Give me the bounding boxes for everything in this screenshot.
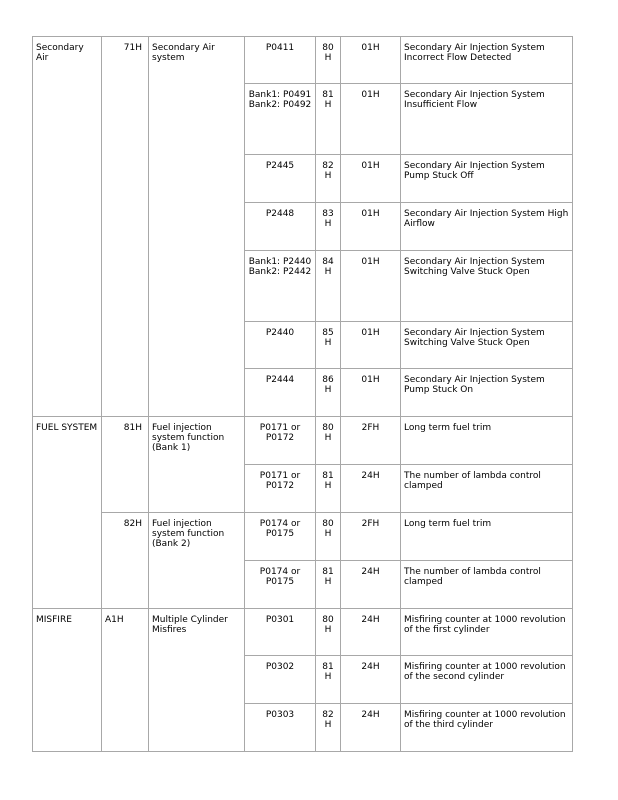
monitor-name-cell: Fuel injection system function (Bank 1) <box>149 417 245 513</box>
description-cell: Misfiring counter at 1000 revolution of the second cylinder <box>401 656 573 704</box>
dtc-cell: P0303 <box>245 704 316 752</box>
unit-id-cell: 01H <box>341 203 401 251</box>
dtc-cell: P0302 <box>245 656 316 704</box>
description-cell: Misfiring counter at 1000 revolution of the first cylinder <box>401 609 573 656</box>
description-cell: Secondary Air Injection System Switching Valve Stuck Open <box>401 251 573 322</box>
dtc-cell: P2440 <box>245 322 316 369</box>
unit-id-cell: 24H <box>341 704 401 752</box>
dtc-cell: P0171 or P0172 <box>245 417 316 465</box>
description-cell: The number of lambda control clamped <box>401 465 573 513</box>
dtc-cell: P0411 <box>245 37 316 84</box>
unit-id-cell: 24H <box>341 561 401 609</box>
dtc-cell: P0174 or P0175 <box>245 561 316 609</box>
table-row <box>33 37 573 84</box>
test-id-cell: 84H <box>316 251 341 322</box>
unit-id-cell: 01H <box>341 155 401 203</box>
description-cell: Secondary Air Injection System Switching Valve Stuck Open <box>401 322 573 369</box>
dtc-cell: P0174 or P0175 <box>245 513 316 561</box>
unit-id-cell: 01H <box>341 322 401 369</box>
test-id-cell: 83H <box>316 203 341 251</box>
dtc-cell: P0301 <box>245 609 316 656</box>
test-id-cell: 80H <box>316 37 341 84</box>
test-id-cell: 81H <box>316 465 341 513</box>
monitor-id-cell: 71H <box>102 37 149 417</box>
obd-monitor-table <box>32 36 573 752</box>
monitor-id-cell: 82H <box>102 513 149 609</box>
test-id-cell: 80H <box>316 513 341 561</box>
test-id-cell: 80H <box>316 417 341 465</box>
monitor-name-cell: Fuel injection system function (Bank 2) <box>149 513 245 609</box>
description-cell: Secondary Air Injection System High Airflow <box>401 203 573 251</box>
description-cell: Secondary Air Injection System Insufficient Flow <box>401 84 573 155</box>
unit-id-cell: 24H <box>341 609 401 656</box>
monitor-id-cell: A1H <box>102 609 149 752</box>
table-row <box>33 609 573 656</box>
dtc-cell: P2444 <box>245 369 316 417</box>
description-cell: Secondary Air Injection System Incorrect Flow Detected <box>401 37 573 84</box>
unit-id-cell: 2FH <box>341 513 401 561</box>
description-cell: Misfiring counter at 1000 revolution of the third cylinder <box>401 704 573 752</box>
description-cell: The number of lambda control clamped <box>401 561 573 609</box>
description-cell: Long term fuel trim <box>401 513 573 561</box>
unit-id-cell: 01H <box>341 369 401 417</box>
unit-id-cell: 24H <box>341 465 401 513</box>
unit-id-cell: 24H <box>341 656 401 704</box>
monitor-id-cell: 81H <box>102 417 149 513</box>
unit-id-cell: 2FH <box>341 417 401 465</box>
test-id-cell: 81H <box>316 561 341 609</box>
monitor-name-cell: Multiple Cylinder Misfires <box>149 609 245 752</box>
test-id-cell: 86H <box>316 369 341 417</box>
test-id-cell: 81H <box>316 656 341 704</box>
description-cell: Long term fuel trim <box>401 417 573 465</box>
test-id-cell: 82H <box>316 155 341 203</box>
unit-id-cell: 01H <box>341 84 401 155</box>
dtc-cell: Bank1: P2440 Bank2: P2442 <box>245 251 316 322</box>
dtc-cell: P2448 <box>245 203 316 251</box>
description-cell: Secondary Air Injection System Pump Stuck On <box>401 369 573 417</box>
unit-id-cell: 01H <box>341 37 401 84</box>
test-id-cell: 81H <box>316 84 341 155</box>
dtc-cell: P0171 or P0172 <box>245 465 316 513</box>
test-id-cell: 80H <box>316 609 341 656</box>
test-id-cell: 82H <box>316 704 341 752</box>
system-cell: FUEL SYSTEM <box>33 417 102 609</box>
test-id-cell: 85H <box>316 322 341 369</box>
table-row <box>33 417 573 465</box>
table-row <box>33 513 573 561</box>
description-cell: Secondary Air Injection System Pump Stuck Off <box>401 155 573 203</box>
monitor-name-cell: Secondary Air system <box>149 37 245 417</box>
system-cell: Secondary Air <box>33 37 102 417</box>
system-cell: MISFIRE <box>33 609 102 752</box>
unit-id-cell: 01H <box>341 251 401 322</box>
dtc-cell: P2445 <box>245 155 316 203</box>
dtc-cell: Bank1: P0491 Bank2: P0492 <box>245 84 316 155</box>
